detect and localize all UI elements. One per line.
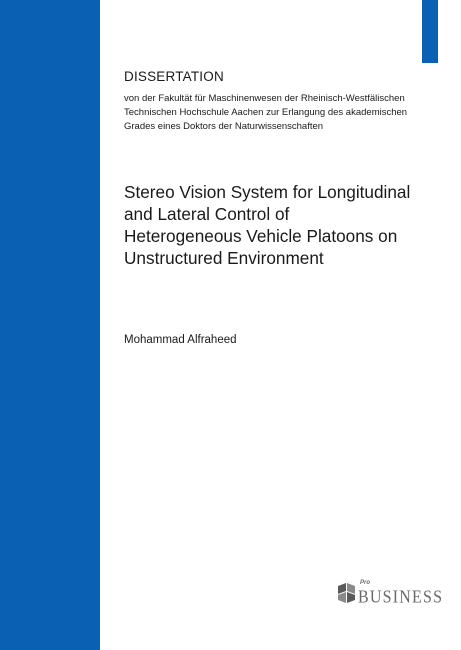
title-line: Stereo Vision System for Longitudinal (124, 182, 411, 202)
title-line: and Lateral Control of (124, 204, 290, 224)
title-line: Heterogeneous Vehicle Platoons on (124, 226, 398, 246)
faculty-line: von der Fakultät für Maschinenwesen der Rheinisch-Westfälischen (124, 93, 405, 104)
publisher-prefix: Pro (360, 580, 371, 586)
dissertation-title (124, 181, 444, 269)
title-line: Unstructured Environment (124, 248, 324, 268)
faculty-line: Technischen Hochschule Aachen zur Erlangung des akademischen (124, 107, 408, 118)
author-name: Mohammad Alfraheed (124, 334, 237, 346)
document-type-label: DISSERTATION (124, 69, 224, 84)
publisher-logo (336, 580, 444, 608)
faculty-line: Grades eines Doktors der Naturwissenschaften (124, 121, 324, 132)
publisher-name: BUSINESS (358, 588, 444, 608)
side-color-bar (0, 0, 100, 650)
publisher-logo-icon (336, 582, 356, 604)
faculty-statement (124, 92, 444, 134)
top-corner-bar (422, 0, 438, 63)
